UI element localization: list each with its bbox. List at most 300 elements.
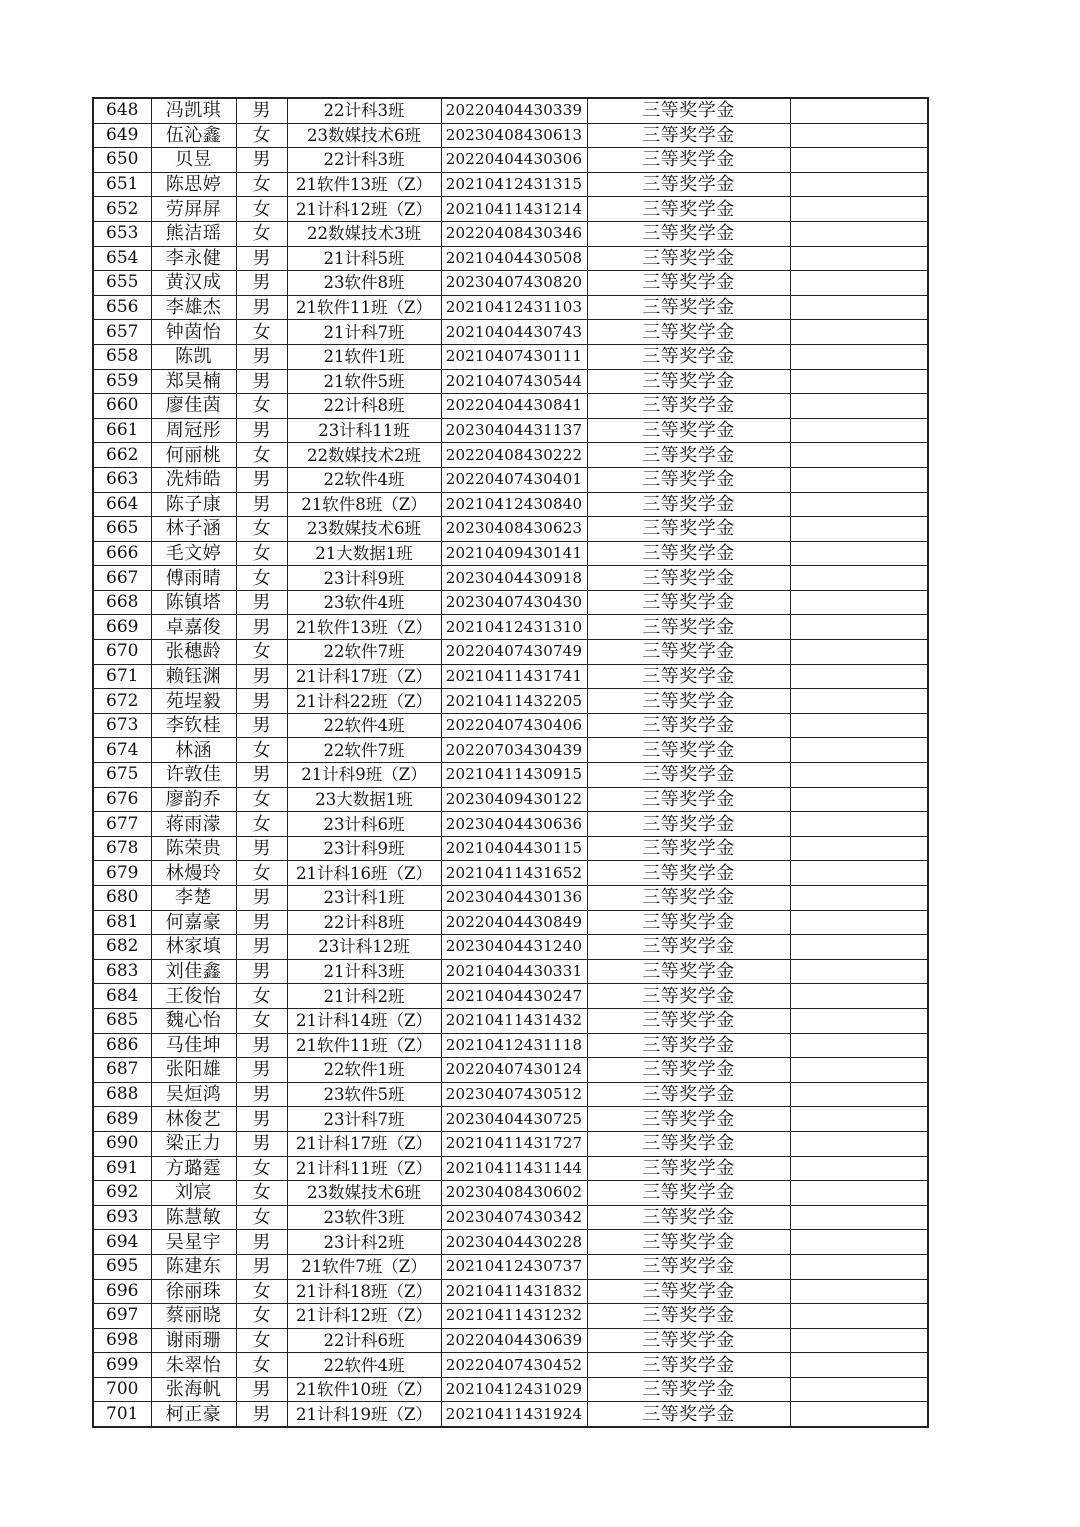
student-name-cell: 吴星宇 — [151, 1230, 236, 1255]
class-name-cell: 21软件13班（Z） — [287, 615, 441, 640]
remarks-cell — [790, 197, 928, 222]
remarks-cell — [790, 344, 928, 369]
scholarship-table — [92, 97, 929, 1428]
remarks-cell — [790, 886, 928, 911]
student-name-cell: 徐丽珠 — [151, 1279, 236, 1304]
table-row — [93, 1181, 928, 1206]
table-row — [93, 172, 928, 197]
remarks-cell — [790, 394, 928, 419]
table-row — [93, 123, 928, 148]
class-name-cell: 23计科2班 — [287, 1230, 441, 1255]
table-row — [93, 787, 928, 812]
gender-cell: 女 — [236, 1008, 287, 1033]
table-row — [93, 763, 928, 788]
table-row — [93, 1131, 928, 1156]
remarks-cell — [790, 492, 928, 517]
student-id-cell: 20220407430749 — [441, 640, 587, 665]
gender-cell: 女 — [236, 197, 287, 222]
table-row — [93, 984, 928, 1009]
remarks-cell — [790, 763, 928, 788]
row-index-cell: 691 — [93, 1156, 151, 1181]
gender-cell: 女 — [236, 221, 287, 246]
row-index-cell: 663 — [93, 467, 151, 492]
class-name-cell: 21计科14班（Z） — [287, 1008, 441, 1033]
table-row — [93, 935, 928, 960]
student-name-cell: 冯凯琪 — [151, 98, 236, 123]
remarks-cell — [790, 418, 928, 443]
student-id-cell: 20210412430737 — [441, 1254, 587, 1279]
gender-cell: 男 — [236, 98, 287, 123]
table-row — [93, 1328, 928, 1353]
student-id-cell: 20230404430136 — [441, 886, 587, 911]
table-row — [93, 418, 928, 443]
remarks-cell — [790, 959, 928, 984]
student-name-cell: 陈凯 — [151, 344, 236, 369]
gender-cell: 男 — [236, 418, 287, 443]
student-id-cell: 20210407430111 — [441, 344, 587, 369]
gender-cell: 女 — [236, 172, 287, 197]
student-id-cell: 20230407430342 — [441, 1205, 587, 1230]
row-index-cell: 690 — [93, 1131, 151, 1156]
class-name-cell: 21计科3班 — [287, 959, 441, 984]
student-name-cell: 林子涵 — [151, 517, 236, 542]
award-type-cell: 三等奖学金 — [587, 148, 790, 173]
gender-cell: 男 — [236, 763, 287, 788]
student-name-cell: 林涵 — [151, 738, 236, 763]
student-id-cell: 20210411431432 — [441, 1008, 587, 1033]
gender-cell: 男 — [236, 664, 287, 689]
award-type-cell: 三等奖学金 — [587, 1156, 790, 1181]
student-name-cell: 赖钰渊 — [151, 664, 236, 689]
award-type-cell: 三等奖学金 — [587, 1402, 790, 1427]
row-index-cell: 688 — [93, 1082, 151, 1107]
row-index-cell: 660 — [93, 394, 151, 419]
class-name-cell: 21计科16班（Z） — [287, 861, 441, 886]
remarks-cell — [790, 1254, 928, 1279]
class-name-cell: 23计科1班 — [287, 886, 441, 911]
gender-cell: 女 — [236, 640, 287, 665]
row-index-cell: 652 — [93, 197, 151, 222]
table-row — [93, 1402, 928, 1427]
row-index-cell: 655 — [93, 271, 151, 296]
class-name-cell: 21计科22班（Z） — [287, 689, 441, 714]
student-name-cell: 谢雨珊 — [151, 1328, 236, 1353]
class-name-cell: 21计科17班（Z） — [287, 1131, 441, 1156]
award-type-cell: 三等奖学金 — [587, 1008, 790, 1033]
gender-cell: 男 — [236, 615, 287, 640]
award-type-cell: 三等奖学金 — [587, 615, 790, 640]
remarks-cell — [790, 689, 928, 714]
remarks-cell — [790, 1230, 928, 1255]
student-id-cell: 20210411431652 — [441, 861, 587, 886]
student-name-cell: 陈镇塔 — [151, 590, 236, 615]
class-name-cell: 21软件11班（Z） — [287, 295, 441, 320]
remarks-cell — [790, 172, 928, 197]
student-name-cell: 林熳玲 — [151, 861, 236, 886]
student-id-cell: 20230404430918 — [441, 566, 587, 591]
student-id-cell: 20220404430849 — [441, 910, 587, 935]
row-index-cell: 676 — [93, 787, 151, 812]
gender-cell: 男 — [236, 246, 287, 271]
gender-cell: 女 — [236, 738, 287, 763]
student-id-cell: 20230408430613 — [441, 123, 587, 148]
row-index-cell: 683 — [93, 959, 151, 984]
row-index-cell: 672 — [93, 689, 151, 714]
remarks-cell — [790, 1008, 928, 1033]
student-id-cell: 20210411431727 — [441, 1131, 587, 1156]
gender-cell: 男 — [236, 836, 287, 861]
award-type-cell: 三等奖学金 — [587, 1353, 790, 1378]
gender-cell: 男 — [236, 1033, 287, 1058]
student-id-cell: 20230404430228 — [441, 1230, 587, 1255]
remarks-cell — [790, 713, 928, 738]
student-name-cell: 朱翠怡 — [151, 1353, 236, 1378]
student-id-cell: 20210412431310 — [441, 615, 587, 640]
student-id-cell: 20210411431214 — [441, 197, 587, 222]
remarks-cell — [790, 590, 928, 615]
student-id-cell: 20220404430639 — [441, 1328, 587, 1353]
award-type-cell: 三等奖学金 — [587, 492, 790, 517]
class-name-cell: 21计科17班（Z） — [287, 664, 441, 689]
gender-cell: 女 — [236, 787, 287, 812]
remarks-cell — [790, 861, 928, 886]
table-row — [93, 713, 928, 738]
award-type-cell: 三等奖学金 — [587, 836, 790, 861]
class-name-cell: 23数媒技术6班 — [287, 517, 441, 542]
student-name-cell: 刘宸 — [151, 1181, 236, 1206]
gender-cell: 女 — [236, 320, 287, 345]
class-name-cell: 22计科3班 — [287, 148, 441, 173]
table-row — [93, 836, 928, 861]
table-row — [93, 1107, 928, 1132]
row-index-cell: 692 — [93, 1181, 151, 1206]
award-type-cell: 三等奖学金 — [587, 394, 790, 419]
remarks-cell — [790, 517, 928, 542]
row-index-cell: 659 — [93, 369, 151, 394]
remarks-cell — [790, 738, 928, 763]
student-name-cell: 苑埕毅 — [151, 689, 236, 714]
award-type-cell: 三等奖学金 — [587, 763, 790, 788]
class-name-cell: 23计科9班 — [287, 836, 441, 861]
table-row — [93, 959, 928, 984]
row-index-cell: 698 — [93, 1328, 151, 1353]
row-index-cell: 670 — [93, 640, 151, 665]
student-name-cell: 李钦桂 — [151, 713, 236, 738]
row-index-cell: 654 — [93, 246, 151, 271]
class-name-cell: 23软件3班 — [287, 1205, 441, 1230]
row-index-cell: 656 — [93, 295, 151, 320]
class-name-cell: 21计科19班（Z） — [287, 1402, 441, 1427]
gender-cell: 女 — [236, 861, 287, 886]
table-row — [93, 1353, 928, 1378]
student-id-cell: 20230407430430 — [441, 590, 587, 615]
row-index-cell: 694 — [93, 1230, 151, 1255]
student-id-cell: 20230407430512 — [441, 1082, 587, 1107]
student-name-cell: 熊洁瑶 — [151, 221, 236, 246]
table-row — [93, 1082, 928, 1107]
student-id-cell: 20210411430915 — [441, 763, 587, 788]
remarks-cell — [790, 369, 928, 394]
class-name-cell: 23计科11班 — [287, 418, 441, 443]
award-type-cell: 三等奖学金 — [587, 369, 790, 394]
gender-cell: 男 — [236, 1058, 287, 1083]
award-type-cell: 三等奖学金 — [587, 172, 790, 197]
award-type-cell: 三等奖学金 — [587, 1033, 790, 1058]
student-id-cell: 20210404430247 — [441, 984, 587, 1009]
student-name-cell: 王俊怡 — [151, 984, 236, 1009]
student-id-cell: 20220404430306 — [441, 148, 587, 173]
gender-cell: 男 — [236, 1402, 287, 1427]
award-type-cell: 三等奖学金 — [587, 812, 790, 837]
student-id-cell: 20210411431144 — [441, 1156, 587, 1181]
award-type-cell: 三等奖学金 — [587, 98, 790, 123]
remarks-cell — [790, 148, 928, 173]
student-name-cell: 何丽桃 — [151, 443, 236, 468]
class-name-cell: 22软件4班 — [287, 1353, 441, 1378]
gender-cell: 男 — [236, 271, 287, 296]
gender-cell: 女 — [236, 812, 287, 837]
row-index-cell: 667 — [93, 566, 151, 591]
student-name-cell: 郑昊楠 — [151, 369, 236, 394]
student-id-cell: 20230408430623 — [441, 517, 587, 542]
table-row — [93, 1279, 928, 1304]
gender-cell: 女 — [236, 1328, 287, 1353]
table-row — [93, 517, 928, 542]
remarks-cell — [790, 566, 928, 591]
table-row — [93, 148, 928, 173]
class-name-cell: 23大数据1班 — [287, 787, 441, 812]
student-id-cell: 20210412431103 — [441, 295, 587, 320]
remarks-cell — [790, 787, 928, 812]
award-type-cell: 三等奖学金 — [587, 984, 790, 1009]
award-type-cell: 三等奖学金 — [587, 935, 790, 960]
class-name-cell: 21计科18班（Z） — [287, 1279, 441, 1304]
student-id-cell: 20230404431137 — [441, 418, 587, 443]
student-name-cell: 毛文婷 — [151, 541, 236, 566]
award-type-cell: 三等奖学金 — [587, 1254, 790, 1279]
class-name-cell: 21计科11班（Z） — [287, 1156, 441, 1181]
row-index-cell: 680 — [93, 886, 151, 911]
student-name-cell: 贝昱 — [151, 148, 236, 173]
table-row — [93, 615, 928, 640]
table-row — [93, 344, 928, 369]
class-name-cell: 22数媒技术3班 — [287, 221, 441, 246]
gender-cell: 女 — [236, 123, 287, 148]
table-row — [93, 738, 928, 763]
student-name-cell: 廖佳茵 — [151, 394, 236, 419]
table-row — [93, 590, 928, 615]
award-type-cell: 三等奖学金 — [587, 541, 790, 566]
row-index-cell: 684 — [93, 984, 151, 1009]
remarks-cell — [790, 221, 928, 246]
row-index-cell: 653 — [93, 221, 151, 246]
class-name-cell: 23数媒技术6班 — [287, 123, 441, 148]
class-name-cell: 22计科3班 — [287, 98, 441, 123]
class-name-cell: 21计科9班（Z） — [287, 763, 441, 788]
remarks-cell — [790, 1156, 928, 1181]
row-index-cell: 665 — [93, 517, 151, 542]
table-row — [93, 566, 928, 591]
table-body — [93, 98, 928, 1427]
remarks-cell — [790, 443, 928, 468]
student-id-cell: 20210412430840 — [441, 492, 587, 517]
student-id-cell: 20220407430452 — [441, 1353, 587, 1378]
gender-cell: 男 — [236, 959, 287, 984]
award-type-cell: 三等奖学金 — [587, 1058, 790, 1083]
remarks-cell — [790, 1205, 928, 1230]
remarks-cell — [790, 1107, 928, 1132]
award-type-cell: 三等奖学金 — [587, 664, 790, 689]
row-index-cell: 696 — [93, 1279, 151, 1304]
row-index-cell: 697 — [93, 1304, 151, 1329]
class-name-cell: 21软件7班（Z） — [287, 1254, 441, 1279]
remarks-cell — [790, 1131, 928, 1156]
award-type-cell: 三等奖学金 — [587, 910, 790, 935]
row-index-cell: 687 — [93, 1058, 151, 1083]
class-name-cell: 22计科8班 — [287, 910, 441, 935]
student-name-cell: 李雄杰 — [151, 295, 236, 320]
table-row — [93, 812, 928, 837]
table-row — [93, 443, 928, 468]
gender-cell: 男 — [236, 713, 287, 738]
remarks-cell — [790, 1402, 928, 1427]
remarks-cell — [790, 664, 928, 689]
remarks-cell — [790, 98, 928, 123]
gender-cell: 男 — [236, 590, 287, 615]
remarks-cell — [790, 812, 928, 837]
gender-cell: 男 — [236, 935, 287, 960]
table-row — [93, 1156, 928, 1181]
student-name-cell: 周冠彤 — [151, 418, 236, 443]
remarks-cell — [790, 320, 928, 345]
class-name-cell: 21计科12班（Z） — [287, 1304, 441, 1329]
gender-cell: 男 — [236, 148, 287, 173]
award-type-cell: 三等奖学金 — [587, 1304, 790, 1329]
student-id-cell: 20230404430636 — [441, 812, 587, 837]
student-id-cell: 20210404430743 — [441, 320, 587, 345]
row-index-cell: 686 — [93, 1033, 151, 1058]
student-name-cell: 陈荣贵 — [151, 836, 236, 861]
award-type-cell: 三等奖学金 — [587, 1328, 790, 1353]
gender-cell: 女 — [236, 1205, 287, 1230]
award-type-cell: 三等奖学金 — [587, 1230, 790, 1255]
class-name-cell: 21软件13班（Z） — [287, 172, 441, 197]
row-index-cell: 669 — [93, 615, 151, 640]
student-id-cell: 20230407430820 — [441, 271, 587, 296]
student-name-cell: 方璐霆 — [151, 1156, 236, 1181]
award-type-cell: 三等奖学金 — [587, 1377, 790, 1402]
award-type-cell: 三等奖学金 — [587, 1107, 790, 1132]
class-name-cell: 23计科7班 — [287, 1107, 441, 1132]
gender-cell: 女 — [236, 443, 287, 468]
student-name-cell: 林俊艺 — [151, 1107, 236, 1132]
gender-cell: 男 — [236, 467, 287, 492]
class-name-cell: 21计科2班 — [287, 984, 441, 1009]
award-type-cell: 三等奖学金 — [587, 861, 790, 886]
student-name-cell: 陈思婷 — [151, 172, 236, 197]
student-name-cell: 林家填 — [151, 935, 236, 960]
table-row — [93, 689, 928, 714]
row-index-cell: 673 — [93, 713, 151, 738]
award-type-cell: 三等奖学金 — [587, 1205, 790, 1230]
class-name-cell: 21计科12班（Z） — [287, 197, 441, 222]
gender-cell: 男 — [236, 1131, 287, 1156]
award-type-cell: 三等奖学金 — [587, 295, 790, 320]
table-row — [93, 1008, 928, 1033]
class-name-cell: 23计科9班 — [287, 566, 441, 591]
row-index-cell: 658 — [93, 344, 151, 369]
student-name-cell: 卓嘉俊 — [151, 615, 236, 640]
table-row — [93, 1033, 928, 1058]
remarks-cell — [790, 1377, 928, 1402]
gender-cell: 女 — [236, 394, 287, 419]
student-name-cell: 魏心怡 — [151, 1008, 236, 1033]
remarks-cell — [790, 1353, 928, 1378]
class-name-cell: 21软件11班（Z） — [287, 1033, 441, 1058]
gender-cell: 女 — [236, 566, 287, 591]
gender-cell: 男 — [236, 1107, 287, 1132]
student-name-cell: 梁正力 — [151, 1131, 236, 1156]
class-name-cell: 21计科7班 — [287, 320, 441, 345]
row-index-cell: 650 — [93, 148, 151, 173]
table-row — [93, 295, 928, 320]
class-name-cell: 23软件4班 — [287, 590, 441, 615]
student-name-cell: 刘佳鑫 — [151, 959, 236, 984]
gender-cell: 女 — [236, 1181, 287, 1206]
class-name-cell: 23计科6班 — [287, 812, 441, 837]
student-id-cell: 20210411432205 — [441, 689, 587, 714]
student-name-cell: 蒋雨濛 — [151, 812, 236, 837]
row-index-cell: 661 — [93, 418, 151, 443]
remarks-cell — [790, 123, 928, 148]
student-name-cell: 傅雨晴 — [151, 566, 236, 591]
award-type-cell: 三等奖学金 — [587, 713, 790, 738]
row-index-cell: 695 — [93, 1254, 151, 1279]
row-index-cell: 677 — [93, 812, 151, 837]
row-index-cell: 682 — [93, 935, 151, 960]
gender-cell: 女 — [236, 517, 287, 542]
row-index-cell: 674 — [93, 738, 151, 763]
remarks-cell — [790, 246, 928, 271]
student-id-cell: 20210411431924 — [441, 1402, 587, 1427]
table-row — [93, 320, 928, 345]
row-index-cell: 685 — [93, 1008, 151, 1033]
student-name-cell: 陈建东 — [151, 1254, 236, 1279]
remarks-cell — [790, 910, 928, 935]
class-name-cell: 22计科6班 — [287, 1328, 441, 1353]
gender-cell: 男 — [236, 369, 287, 394]
award-type-cell: 三等奖学金 — [587, 590, 790, 615]
remarks-cell — [790, 1328, 928, 1353]
student-id-cell: 20220408430222 — [441, 443, 587, 468]
row-index-cell: 693 — [93, 1205, 151, 1230]
gender-cell: 男 — [236, 295, 287, 320]
table-row — [93, 1230, 928, 1255]
class-name-cell: 21软件1班 — [287, 344, 441, 369]
student-name-cell: 钟茵怡 — [151, 320, 236, 345]
remarks-cell — [790, 1279, 928, 1304]
row-index-cell: 668 — [93, 590, 151, 615]
award-type-cell: 三等奖学金 — [587, 418, 790, 443]
row-index-cell: 651 — [93, 172, 151, 197]
remarks-cell — [790, 467, 928, 492]
award-type-cell: 三等奖学金 — [587, 566, 790, 591]
student-id-cell: 20210412431118 — [441, 1033, 587, 1058]
class-name-cell: 21软件10班（Z） — [287, 1377, 441, 1402]
student-id-cell: 20210411431832 — [441, 1279, 587, 1304]
gender-cell: 男 — [236, 344, 287, 369]
table-row — [93, 492, 928, 517]
